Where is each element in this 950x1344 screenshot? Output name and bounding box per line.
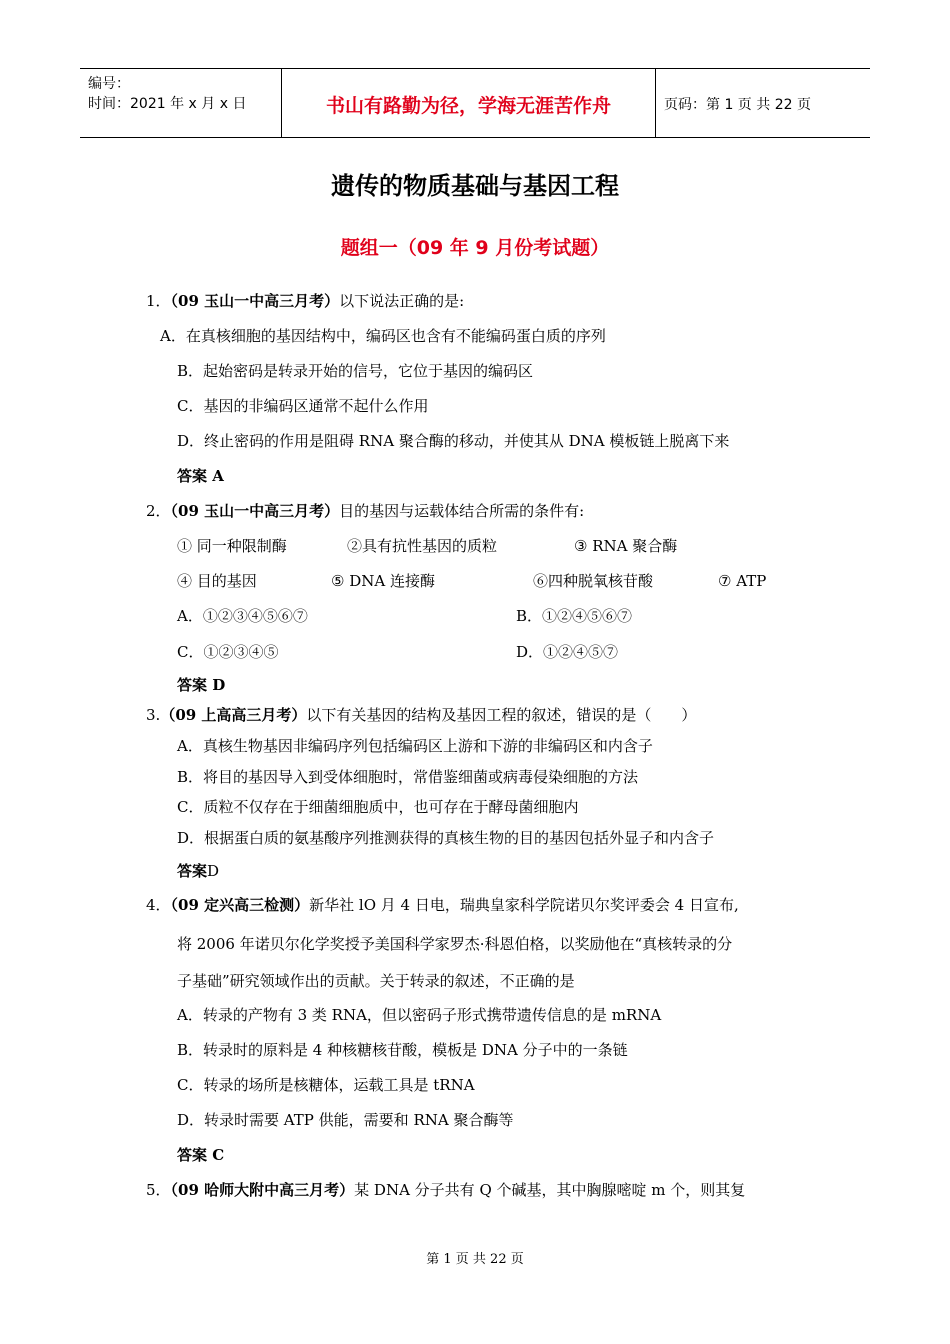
question-text: 目的基因与运载体结合所需的条件有:: [339, 502, 585, 520]
question-number: 4．: [146, 896, 171, 914]
q2-item-6: ⑥四种脱氧核苷酸: [533, 572, 654, 590]
header-page-cell: [656, 69, 870, 137]
question-source: （09 定兴高三检测）: [170, 896, 310, 914]
page-info: 页码：第 1 页 共 22 页: [664, 97, 811, 113]
q2-option-c: C．①②③④⑤: [177, 643, 279, 661]
q3-option-a: A．真核生物基因非编码序列包括编码区上游和下游的非编码区和内含子: [177, 737, 653, 755]
question-text: 以下说法正确的是:: [339, 292, 465, 310]
question-number: 2．: [146, 502, 171, 520]
question-5-stem: [146, 1180, 745, 1200]
q1-option-a: A．在真核细胞的基因结构中，编码区也含有不能编码蛋白质的序列: [160, 327, 606, 345]
q4-stem-line-2: 将 2006 年诺贝尔化学奖授予美国科学家罗杰·科恩伯格，以奖励他在“真核转录的分: [177, 935, 733, 953]
question-number: 3.: [146, 706, 161, 724]
q4-answer: 答案 C: [177, 1146, 225, 1164]
q2-answer: 答案 D: [177, 676, 226, 694]
q4-option-c: C．转录的场所是核糖体，运载工具是 tRNA: [177, 1076, 475, 1094]
section-subtitle: 题组一（09 年 9 月份考试题）: [340, 237, 610, 259]
q2-item-7: ⑦ ATP: [718, 572, 767, 590]
q2-item-1: ① 同一种限制酶: [177, 537, 287, 555]
question-number: 5．: [146, 1181, 171, 1199]
q4-option-a: A．转录的产物有 3 类 RNA，但以密码子形式携带遗传信息的是 mRNA: [177, 1006, 662, 1024]
q1-option-d: D．终止密码的作用是阻碍 RNA 聚合酶的移动，并使其从 DNA 模板链上脱离下来: [177, 432, 730, 450]
q2-item-3: ③ RNA 聚合酶: [574, 537, 678, 555]
question-source: （09 上高高三月考）: [160, 706, 307, 724]
question-source: （09 哈师大附中高三月考）: [170, 1181, 355, 1199]
question-text: 某 DNA 分子共有 Q 个碱基，其中胸腺嘧啶 m 个，则其复: [354, 1181, 746, 1199]
q1-answer: 答案 A: [177, 467, 224, 485]
q3-option-b: B．将目的基因导入到受体细胞时，常借鉴细菌或病毒侵染细胞的方法: [177, 768, 639, 786]
question-3-stem: [146, 705, 696, 725]
q2-item-4: ④ 目的基因: [177, 572, 257, 590]
q3-option-c: C．质粒不仅存在于细菌细胞质中，也可存在于酵母菌细胞内: [177, 798, 579, 816]
q2-option-b: B．①②④⑤⑥⑦: [516, 607, 633, 625]
question-source: （09 玉山一中高三月考）: [170, 502, 340, 520]
document-number: 编号：: [88, 76, 130, 92]
q2-item-2: ②具有抗性基因的质粒: [347, 537, 498, 555]
header-meta-cell: [80, 69, 282, 137]
question-2-stem: [146, 501, 584, 521]
q4-option-d: D．转录时需要 ATP 供能，需要和 RNA 聚合酶等: [177, 1111, 514, 1129]
document-title: 遗传的物质基础与基因工程: [331, 172, 619, 200]
question-text: 以下有关基因的结构及基因工程的叙述，错误的是（ ）: [306, 706, 697, 724]
question-4-stem: [146, 895, 739, 915]
q3-answer: [177, 861, 219, 881]
q3-option-d: D．根据蛋白质的氨基酸序列推测获得的真核生物的目的基因包括外显子和内含子: [177, 829, 715, 847]
question-number: 1．: [146, 292, 171, 310]
q1-option-c: C．基因的非编码区通常不起什么作用: [177, 397, 429, 415]
motto: 书山有路勤为径，学海无涯苦作舟: [325, 95, 611, 117]
question-text: 新华社 lO 月 4 日电，瑞典皇家科学院诺贝尔奖评委会 4 日宣布,: [309, 896, 739, 914]
q2-option-a: A．①②③④⑤⑥⑦: [177, 607, 308, 625]
q4-stem-line-3: 子基础”研究领域作出的贡献。关于转录的叙述，不正确的是: [177, 972, 575, 990]
question-1-stem: [146, 291, 464, 311]
document-date: 时间：2021 年 x 月 x 日: [88, 96, 247, 112]
header-motto-cell: [282, 69, 656, 137]
q2-option-d: D．①②④⑤⑦: [516, 643, 619, 661]
q1-option-b: B．起始密码是转录开始的信号，它位于基因的编码区: [177, 362, 534, 380]
answer-label: 答案: [177, 862, 208, 880]
page-footer: 第 1 页 共 22 页: [426, 1252, 524, 1267]
question-source: （09 玉山一中高三月考）: [170, 292, 340, 310]
header-table: [80, 68, 870, 138]
answer-value: D: [207, 862, 220, 880]
q2-item-5: ⑤ DNA 连接酶: [331, 572, 435, 590]
q4-option-b: B．转录时的原料是 4 种核糖核苷酸，模板是 DNA 分子中的一条链: [177, 1041, 628, 1059]
